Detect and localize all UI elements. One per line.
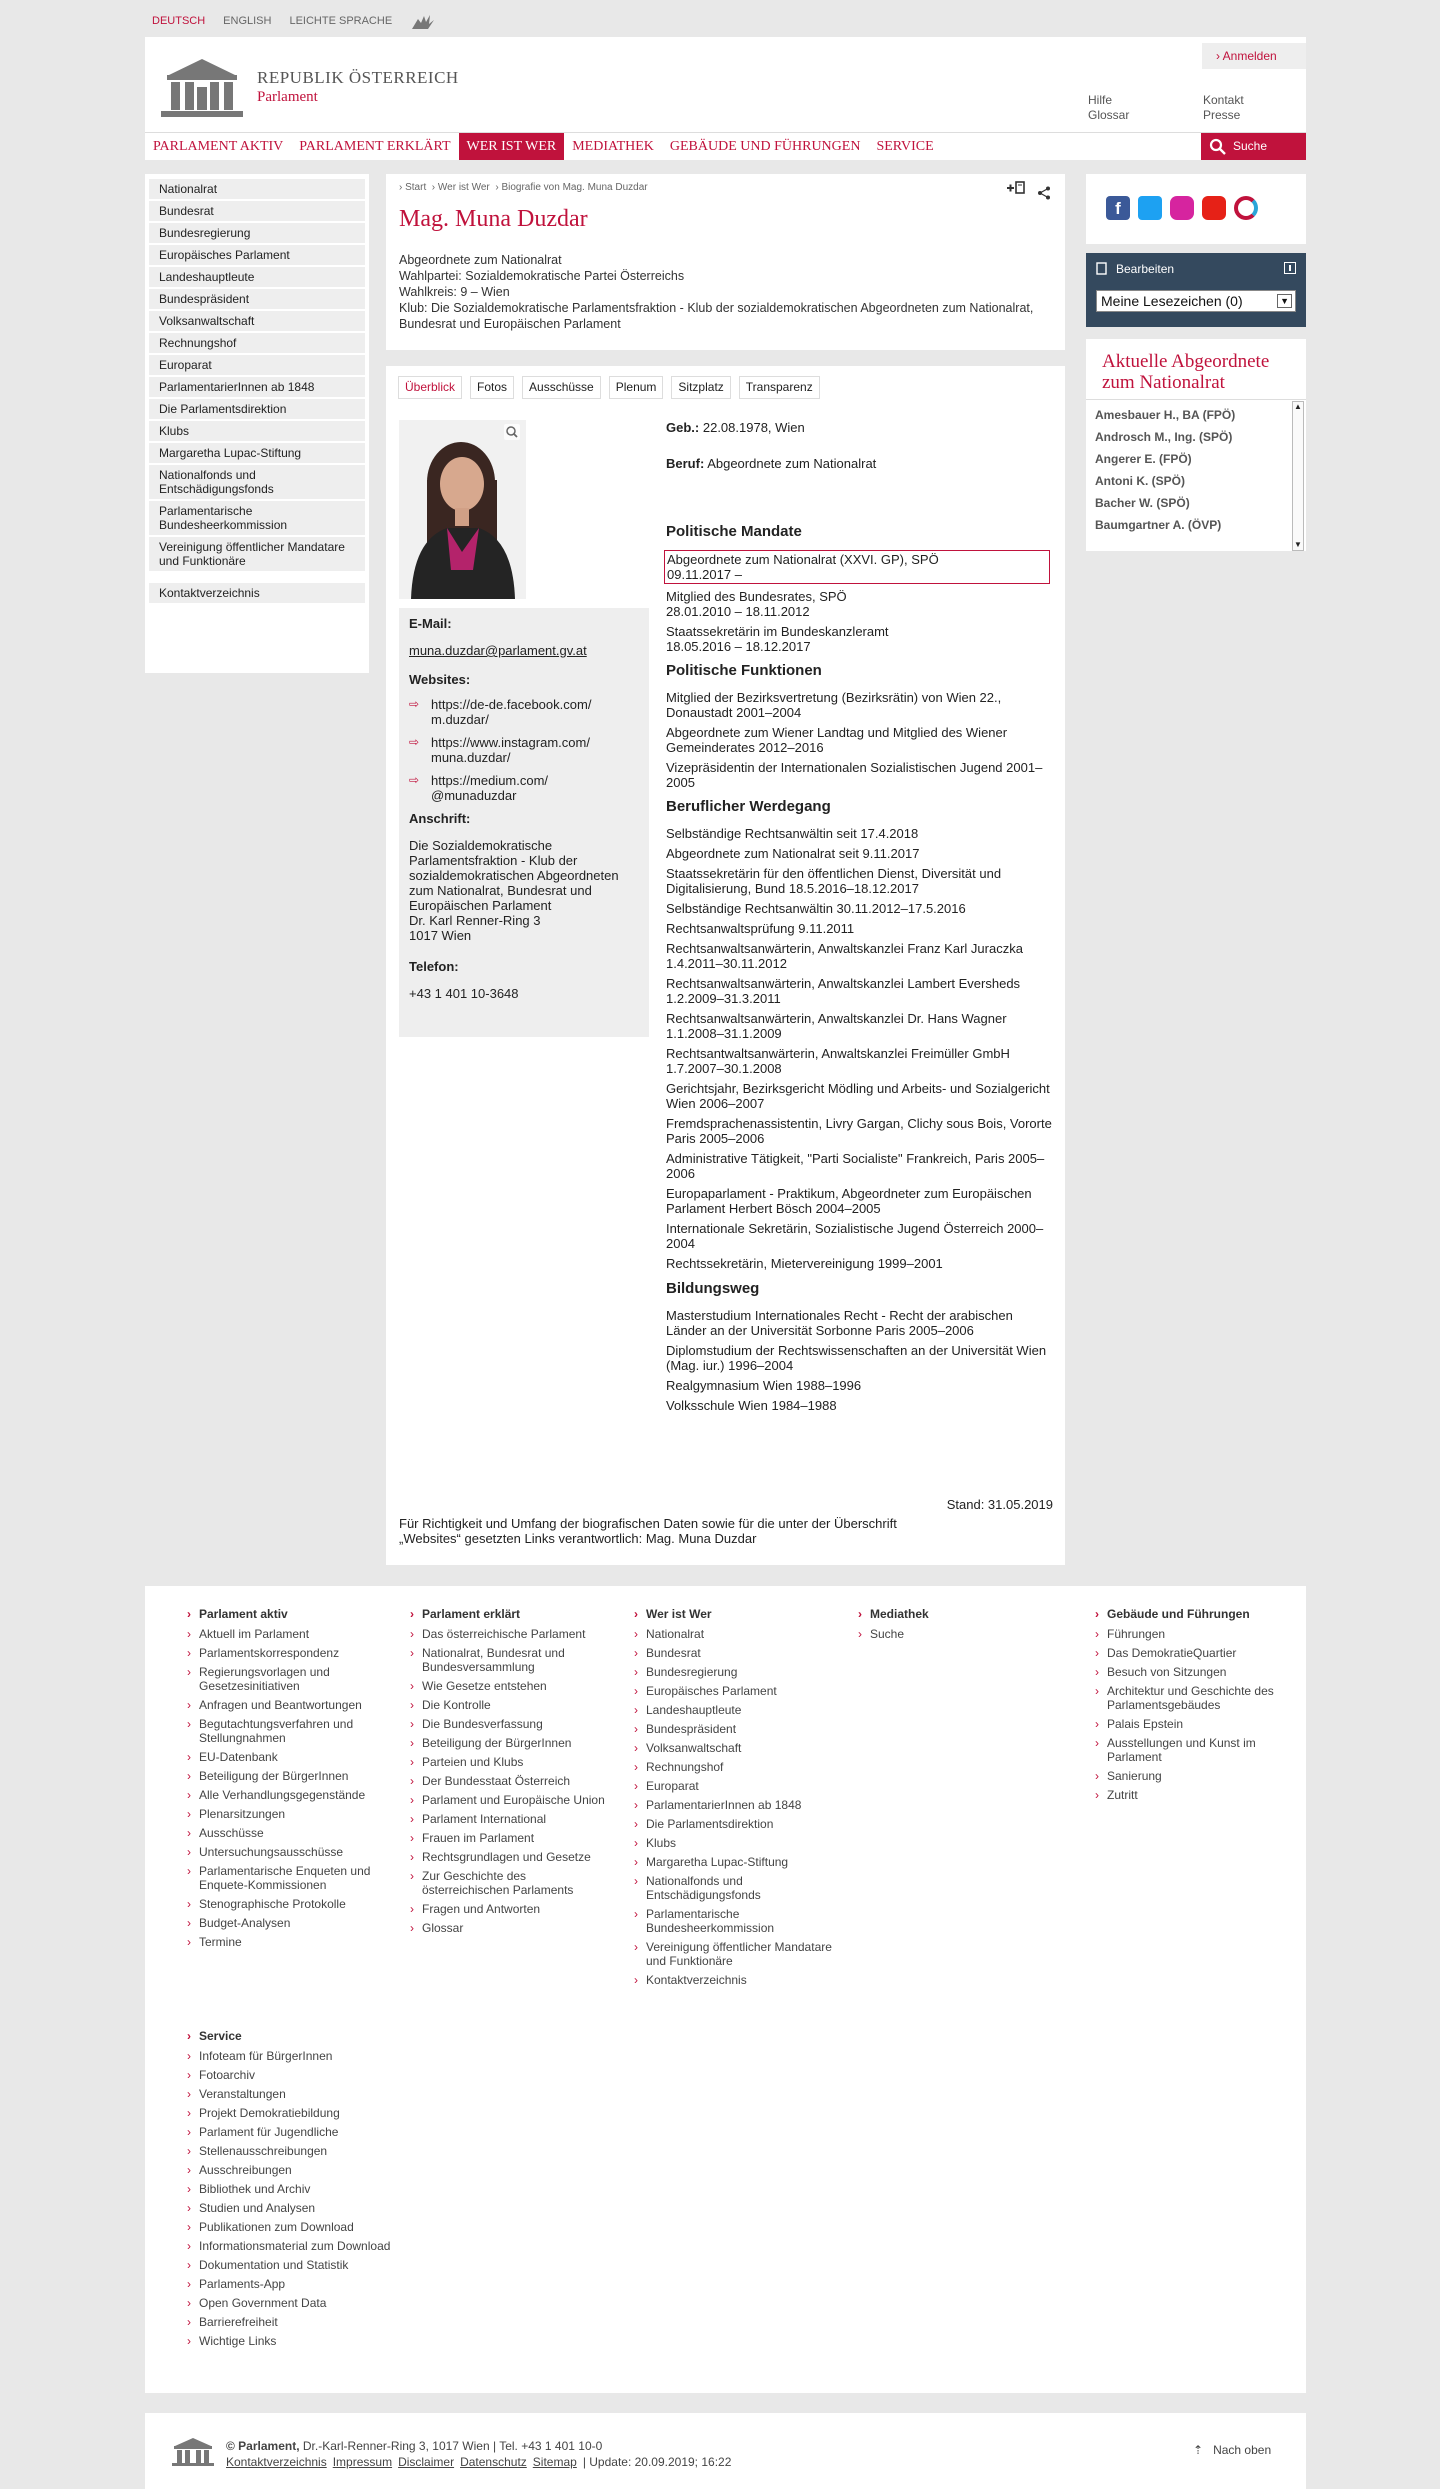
address-block [409,838,639,943]
tab-2[interactable]: Ausschüsse [522,376,601,399]
tab-0[interactable]: Überblick [398,376,462,399]
social-card [1086,174,1306,244]
career-item: Rechtsanwaltsprüfung 9.11.2011 [666,920,855,936]
member-link[interactable]: Baumgartner A. (ÖVP) [1095,518,1222,532]
footer-link[interactable]: › Rechtsgrundlagen und Gesetze [410,1850,610,1864]
footer-link[interactable]: › Bibliothek und Archiv [187,2182,427,2196]
footer-link[interactable]: › Frauen im Parlament [410,1831,610,1845]
footer-col-title[interactable]: › Service [187,2029,427,2043]
mandates-list [666,550,1056,654]
footer-link[interactable]: › Veranstaltungen [187,2087,427,2101]
share-icon[interactable] [1037,186,1051,200]
nav-wer-ist-wer[interactable]: WER IST WER [459,133,565,160]
footer-link[interactable]: › Parlaments-App [187,2277,427,2291]
glossary-link[interactable]: Glossar [1088,108,1130,122]
footer-link[interactable]: › Fragen und Antworten [410,1902,610,1916]
footer-col-title[interactable]: › Parlament aktiv [187,1607,387,1621]
profile-party: Wahlpartei: Sozialdemokratische Partei Österreichs [399,269,685,283]
website-url[interactable]: https://medium.com/ @munaduzdar [431,773,549,803]
sidebar-item[interactable]: Vereinigung öffentlicher Mandatare und Funktionäre [149,537,365,571]
address-label: Anschrift: [409,811,471,826]
edit-label: Bearbeiten [1116,262,1175,276]
portrait-photo[interactable] [399,420,526,599]
website-item[interactable] [409,773,609,803]
footer-link[interactable]: › Europarat [634,1779,834,1793]
sidebar-item[interactable]: Landeshauptleute [149,267,365,287]
footer-link[interactable]: › Barrierefreiheit [187,2315,427,2329]
footer-link[interactable]: › Palais Epstein [1095,1717,1295,1731]
mandate-item [664,550,1050,584]
footer-link[interactable]: › Glossar [410,1921,610,1935]
footer-col-title[interactable]: › Mediathek [858,1607,1058,1621]
career-item: Abgeordnete zum Nationalrat seit 9.11.2017 [666,845,920,861]
phone-label: Telefon: [409,959,459,974]
crumb-werist[interactable]: Wer ist Wer [437,182,490,193]
career-item: Selbständige Rechtsanwältin 30.11.2012–17.5.2016 [666,900,966,916]
header-links-2 [1203,93,1244,123]
sidebar-item[interactable]: Volksanwaltschaft [149,311,365,331]
footer-link[interactable]: › ParlamentarierInnen ab 1848 [634,1798,834,1812]
website-url[interactable]: https://www.instagram.com/ muna.duzdar/ [431,735,590,765]
footer-col-title[interactable]: › Gebäude und Führungen [1095,1607,1295,1621]
external-link-icon: ⇨ [409,773,420,787]
footer-link[interactable]: › Ausstellungen und Kunst im Parlament [1095,1736,1295,1764]
brand-subtitle: Parlament [257,89,318,106]
arrow-up-icon: ⇡ [1193,2443,1204,2457]
sidebar-item[interactable]: Kontaktverzeichnis [149,583,365,603]
footer-link[interactable]: › Parteien und Klubs [410,1755,610,1769]
footer-link[interactable]: › Parlament und Europäische Union [410,1793,610,1807]
sidebar-item[interactable]: Parlamentarische Bundesheerkommission [149,501,365,535]
member-link[interactable]: Bacher W. (SPÖ) [1095,496,1190,510]
update-info: | Update: 20.09.2019; 16:22 [582,2455,732,2469]
sidebar-item[interactable]: ParlamentarierInnen ab 1848 [149,377,365,397]
career-item: Administrative Tätigkeit, "Parti Socialiste" Frankreich, Paris 2005–2006 [666,1150,1045,1181]
sidebar-item[interactable]: Bundesregierung [149,223,365,243]
profile-club: Klub: Die Sozialdemokratische Parlamentsfraktion - Klub der sozialdemokratischen Abgeordneten zum Nationalrat, Bundesrat und Europäischen Parlament [399,301,1034,331]
copyright-line: © Parlament, Dr.-Karl-Renner-Ring 3, 1017 Wien | Tel. +43 1 401 10-0 [226,2439,603,2453]
tab-4[interactable]: Sitzplatz [671,376,730,399]
career-item: Fremdsprachenassistentin, Livry Gargan, Clichy sous Bois, Vororte Paris 2005–2006 [666,1115,1052,1146]
career-item: Staatssekretärin für den öffentlichen Dienst, Diversität und Digitalisierung, Bund 18.5.2016–18.12.2017 [666,865,1002,896]
footer-link[interactable]: › Europäisches Parlament [634,1684,834,1698]
portrait-image [399,420,526,599]
job-row: Beruf: Abgeordnete zum Nationalrat [666,456,877,472]
footer-link[interactable]: › Wie Gesetze entstehen [410,1679,610,1693]
stand-date: Stand: 31.05.2019 [946,1497,1053,1512]
footer-col-title[interactable]: › Parlament erklärt [410,1607,610,1621]
current-members-card [1086,339,1306,551]
breadcrumb: › Start › Wer ist Wer › Biografie von Mag. Muna Duzdar [399,182,648,193]
footer-link[interactable]: › Die Bundesverfassung [410,1717,610,1731]
footer-link[interactable]: › Publikationen zum Download [187,2220,427,2234]
footer-link[interactable]: › Ausschreibungen [187,2163,427,2177]
footer-link[interactable]: › Fotoarchiv [187,2068,427,2082]
footer-link[interactable]: › Anfragen und Beantwortungen [187,1698,387,1712]
education-item: Realgymnasium Wien 1988–1996 [666,1377,862,1393]
contact-box [399,608,649,1037]
profile-tabs [398,376,820,399]
footer-link[interactable]: › Rechnungshof [634,1760,834,1774]
members-list [1095,404,1290,536]
footer-link[interactable]: › Beteiligung der BürgerInnen [410,1736,610,1750]
press-link[interactable]: Presse [1203,108,1241,122]
info-icon[interactable] [1284,262,1296,274]
career-item: Rechtssekretärin, Mietervereinigung 1999–2001 [666,1255,943,1271]
footer-link[interactable]: › Die Parlamentsdirektion [634,1817,834,1831]
career-item: Internationale Sekretärin, Sozialistische Jugend Österreich 2000–2004 [666,1220,1044,1251]
websites-label: Websites: [409,672,471,687]
sidebar-item[interactable]: Nationalrat [149,179,365,199]
footer-link[interactable]: › Infoteam für BürgerInnen [187,2049,427,2063]
tab-3[interactable]: Plenum [609,376,664,399]
website-item[interactable] [409,697,609,727]
birth-row: Geb.: 22.08.1978, Wien [666,420,805,435]
footer-col [410,1607,610,1940]
members-scrollbar[interactable]: ▲ ▼ [1292,401,1304,551]
member-link[interactable]: Angerer E. (FPÖ) [1095,452,1192,466]
footer-col [1095,1607,1295,1807]
sidebar-item[interactable]: Europarat [149,355,365,375]
footer-link[interactable]: › Volksanwaltschaft [634,1741,834,1755]
bottom-link[interactable]: Sitemap [532,2455,577,2469]
footer-link[interactable]: › EU-Datenbank [187,1750,387,1764]
profile-header-card [386,174,1065,350]
mandate-period: 09.11.2017 – [667,567,742,583]
biography-card [386,366,1065,1565]
footer-link[interactable]: › Bundesregierung [634,1665,834,1679]
crumb-start[interactable]: Start [405,182,427,193]
footer-link[interactable]: › Parlamentskorrespondenz [187,1646,387,1660]
functions-item: Mitglied der Bezirksvertretung (Bezirksrätin) von Wien 22., Donaustadt 2001–2004 [666,690,1002,720]
nav-parlament-aktiv[interactable]: PARLAMENT AKTIV [153,139,284,154]
site-footer [145,1586,1306,2393]
mandate-item [666,624,1056,654]
footer-col [187,1607,387,1954]
websites-list [409,697,639,803]
sidebar-item[interactable]: Europäisches Parlament [149,245,365,265]
footer-link[interactable]: › Begutachtungsverfahren und Stellungnahmen [187,1717,387,1745]
footer-link[interactable]: › Zutritt [1095,1788,1295,1802]
disclaimer: Für Richtigkeit und Umfang der biografischen Daten sowie für die unter der Überschrift „Websites“ gesetzten Links verantwortlich: Mag. Muna Duzdar [399,1516,897,1546]
website-url[interactable]: https://de-de.facebook.com/ m.duzdar/ [431,697,592,727]
page-title: Mag. Muna Duzdar [399,206,588,232]
footer-link[interactable]: › Untersuchungsausschüsse [187,1845,387,1859]
footer-link[interactable]: › Vereinigung öffentlicher Mandatare und Funktionäre [634,1940,834,1968]
address-line: sozialdemokratischen Abgeordneten [409,868,619,883]
functions-list [666,690,1056,790]
footer-link[interactable]: › Informationsmaterial zum Download [187,2239,427,2253]
current-members-title: Aktuelle Abgeordnete zum Nationalrat [1102,351,1270,393]
footer-link[interactable]: › Führungen [1095,1627,1295,1641]
footer-link[interactable]: › Dokumentation und Statistik [187,2258,427,2272]
search-icon [1209,138,1226,155]
sidebar-item[interactable]: Klubs [149,421,365,441]
footer-link[interactable]: › Plenarsitzungen [187,1807,387,1821]
footer-link[interactable]: › Regierungsvorlagen und Gesetzesinitiativen [187,1665,387,1693]
hand-icon[interactable] [410,13,436,31]
footer-link[interactable]: › Suche [858,1627,1058,1641]
bookmarks-select[interactable]: Meine Lesezeichen (0) ▼ [1096,290,1296,312]
tab-1[interactable]: Fotos [470,376,514,399]
footer-link[interactable]: › Die Kontrolle [410,1698,610,1712]
lang-easy[interactable]: LEICHTE SPRACHE [289,15,393,28]
career-list [666,826,1056,1271]
sidebar-item[interactable]: Die Parlamentsdirektion [149,399,365,419]
external-link-icon: ⇨ [409,735,420,749]
chevron-down-icon: ▼ [1277,294,1292,308]
address-line: Parlamentsfraktion - Klub der [409,853,578,868]
sidebar-item[interactable]: Bundesrat [149,201,365,221]
footer-link[interactable]: › Nationalrat, Bundesrat und Bundesversammlung [410,1646,610,1674]
footer-link[interactable]: › Parlamentarische Enqueten und Enquete-Kommissionen [187,1864,387,1892]
address-line: 1017 Wien [409,928,472,943]
footer-col-title[interactable]: › Wer ist Wer [634,1607,834,1621]
footer-link[interactable]: › Das DemokratieQuartier [1095,1646,1295,1660]
site-header [145,37,1306,134]
footer-link[interactable]: › Klubs [634,1836,834,1850]
nav-parlament-erklaert[interactable]: PARLAMENT ERKLÄRT [299,139,451,154]
email-label: E-Mail: [409,616,452,631]
member-link[interactable]: Androsch M., Ing. (SPÖ) [1095,430,1233,444]
functions-item: Vizepräsidentin der Internationalen Sozialistischen Jugend 2001–2005 [666,760,1043,790]
footer-col-service [187,2029,427,2353]
address-line: zum Nationalrat, Bundesrat und [409,883,592,898]
footer-col [634,1607,834,1992]
login-button[interactable]: › Anmelden [1202,43,1306,69]
footer-link[interactable]: › Besuch von Sitzungen [1095,1665,1295,1679]
instagram-icon[interactable] [1170,196,1194,220]
career-item: Rechtsantwaltsanwärterin, Anwaltskanzlei Freimüller GmbH 1.7.2007–30.1.2008 [666,1045,1010,1076]
twitter-icon[interactable] [1138,196,1162,220]
website-item[interactable] [409,735,609,765]
footer-link[interactable]: › Alle Verhandlungsgegenstände [187,1788,387,1802]
bookmark-add-icon[interactable] [1006,180,1026,198]
parliament-logo-small[interactable] [171,2437,215,2467]
edit-panel [1086,253,1306,327]
bottom-bar [145,2413,1306,2489]
bio-column [666,420,1056,1418]
zoom-icon[interactable] [504,424,520,440]
career-title: Beruflicher Werdegang [666,798,831,815]
footer-link[interactable]: › Parlamentarische Bundesheerkommission [634,1907,834,1935]
footer-link[interactable]: › Parlament International [410,1812,610,1826]
footer-link[interactable]: › Stenographische Protokolle [187,1897,387,1911]
member-link[interactable]: Amesbauer H., BA (FPÖ) [1095,408,1236,422]
footer-link[interactable]: › Sanierung [1095,1769,1295,1783]
email-link[interactable]: muna.duzdar@parlament.gv.at [409,643,587,658]
mandate-period: 28.01.2010 – 18.11.2012 [666,604,810,620]
footer-link[interactable]: › Aktuell im Parlament [187,1627,387,1641]
career-item: Selbständige Rechtsanwältin seit 17.4.2018 [666,825,919,841]
header-links-1 [1088,93,1129,123]
nav-service[interactable]: SERVICE [876,139,934,154]
footer-col [858,1607,1058,1646]
footer-link[interactable]: › Studien und Analysen [187,2201,427,2215]
education-item: Diplomstudium der Rechtswissenschaften an der Universität Wien (Mag. iur.) 1996–2004 [666,1342,1047,1373]
bottom-link[interactable]: Disclaimer [398,2455,455,2469]
language-bar [152,13,436,31]
youtube-icon[interactable] [1202,196,1226,220]
ogd-icon[interactable] [1234,196,1258,220]
footer-link[interactable]: › Projekt Demokratiebildung [187,2106,427,2120]
mandate-period: 18.05.2016 – 18.12.2017 [666,639,811,655]
footer-link[interactable]: › Parlament für Jugendliche [187,2125,427,2139]
education-item: Volksschule Wien 1984–1988 [666,1397,837,1413]
lang-english[interactable]: ENGLISH [223,15,272,28]
footer-link[interactable]: › Bundesrat [634,1646,834,1660]
footer-link[interactable]: › Der Bundesstaat Österreich [410,1774,610,1788]
footer-link[interactable]: › Stellenausschreibungen [187,2144,427,2158]
profile-district: Wahlkreis: 9 – Wien [399,285,510,299]
parliament-building-icon [159,55,245,119]
sidebar-item[interactable]: Bundespräsident [149,289,365,309]
bottom-links [226,2455,731,2470]
footer-link[interactable]: › Budget-Analysen [187,1916,387,1930]
crumb-current: Biografie von Mag. Muna Duzdar [501,182,648,193]
nav-mediathek[interactable]: MEDIATHEK [572,139,654,154]
footer-link[interactable]: › Margaretha Lupac-Stiftung [634,1855,834,1869]
career-item: Gerichtsjahr, Bezirksgericht Mödling und Arbeits- und Sozialgericht Wien 2006–2007 [666,1080,1050,1111]
main-nav [145,133,1306,160]
functions-title: Politische Funktionen [666,662,822,680]
footer-link[interactable]: › Nationalrat [634,1627,834,1641]
member-link[interactable]: Antoni K. (SPÖ) [1095,474,1185,488]
sidebar-item[interactable]: Nationalfonds und Entschädigungsfonds [149,465,365,499]
address-line: Europäischen Parlament [409,898,552,913]
mandate-item [666,589,1056,619]
mandate-title: Mitglied des Bundesrates, SPÖ [666,589,847,605]
mandate-title: Staatssekretärin im Bundeskanzleramt [666,624,889,640]
lang-deutsch[interactable]: DEUTSCH [152,15,206,28]
footer-link[interactable]: › Beteiligung der BürgerInnen [187,1769,387,1783]
facebook-icon[interactable]: f [1106,196,1130,220]
footer-link[interactable]: › Zur Geschichte des österreichischen Parlaments [410,1869,610,1897]
footer-link[interactable]: › Das österreichische Parlament [410,1627,610,1641]
contact-link[interactable]: Kontakt [1203,93,1244,107]
footer-link[interactable]: › Nationalfonds und Entschädigungsfonds [634,1874,834,1902]
education-list [666,1308,1056,1413]
footer-link[interactable]: › Wichtige Links [187,2334,427,2348]
footer-link[interactable]: › Open Government Data [187,2296,427,2310]
education-item: Masterstudium Internationales Recht - Recht der arabischen Länder an der Universität Sorbonne Paris 2005–2006 [666,1307,1013,1338]
career-item: Rechtsanwaltsanwärterin, Anwaltskanzlei Dr. Hans Wagner 1.1.2008–31.1.2009 [666,1010,1007,1041]
sidebar [145,174,369,673]
bottom-link[interactable]: Datenschutz [460,2455,527,2469]
sidebar-item[interactable]: Margaretha Lupac-Stiftung [149,443,365,463]
help-link[interactable]: Hilfe [1088,93,1113,107]
phone-value: +43 1 401 10-3648 [409,986,519,1001]
address-line: Die Sozialdemokratische [409,838,553,853]
education-title: Bildungsweg [666,1279,760,1297]
footer-link[interactable]: › Bundespräsident [634,1722,834,1736]
bookmark-icon [1096,262,1107,275]
functions-item: Abgeordnete zum Wiener Landtag und Mitglied des Wiener Gemeinderates 2012–2016 [666,725,1008,755]
footer-link[interactable]: › Landeshauptleute [634,1703,834,1717]
sidebar-item[interactable]: Rechnungshof [149,333,365,353]
mandates-title: Politische Mandate [666,522,802,540]
career-item: Rechtsanwaltsanwärterin, Anwaltskanzlei Lambert Eversheds 1.2.2009–31.3.2011 [666,975,1021,1006]
external-link-icon: ⇨ [409,697,420,711]
profile-role: Abgeordnete zum Nationalrat [399,253,562,267]
bottom-link[interactable]: Impressum [332,2455,393,2469]
parliament-logo[interactable] [159,55,459,119]
career-item: Rechtsanwaltsanwärterin, Anwaltskanzlei Franz Karl Juraczka 1.4.2011–30.11.2012 [666,940,1023,971]
address-line: Dr. Karl Renner-Ring 3 [409,913,541,928]
tab-5[interactable]: Transparenz [739,376,820,399]
nav-gebaeude[interactable]: GEBÄUDE UND FÜHRUNGEN [669,139,861,154]
footer-link[interactable]: › Kontaktverzeichnis [634,1973,834,1987]
back-to-top[interactable]: ⇡ Nach oben [1193,2443,1272,2457]
footer-link[interactable]: › Architektur und Geschichte des Parlamentsgebäudes [1095,1684,1295,1712]
search-button[interactable]: Suche [1201,133,1306,160]
footer-link[interactable]: › Termine [187,1935,387,1949]
bottom-link[interactable]: Kontaktverzeichnis [226,2455,327,2469]
mandate-title: Abgeordnete zum Nationalrat (XXVI. GP), SPÖ [667,552,939,568]
brand-title: REPUBLIK ÖSTERREICH [257,68,459,87]
footer-link[interactable]: › Ausschüsse [187,1826,387,1840]
career-item: Europaparlament - Praktikum, Abgeordneter zum Europäischen Parlament Herbert Bösch 2004–2005 [666,1185,1032,1216]
